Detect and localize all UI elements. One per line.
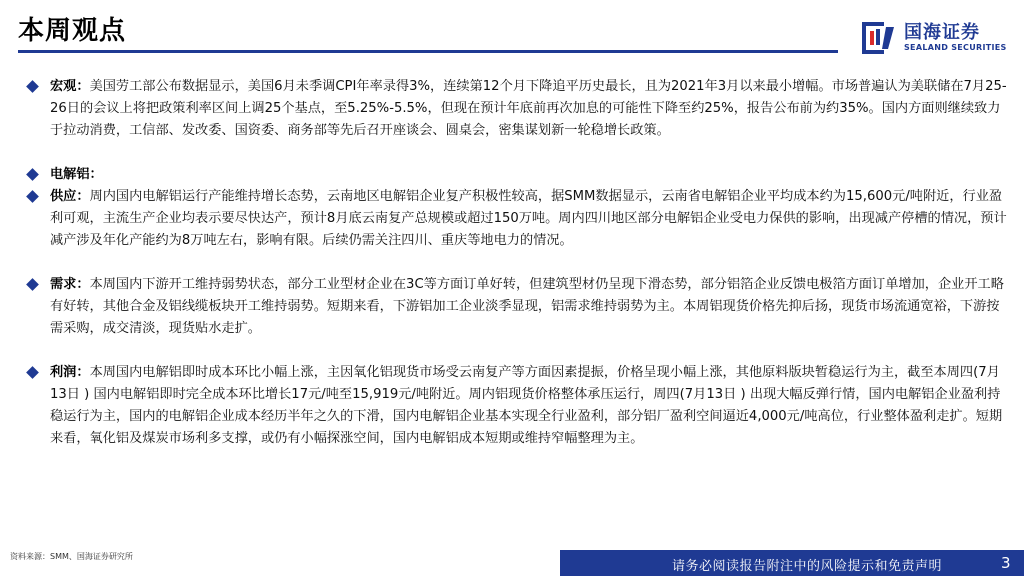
source-note: 资料来源：SMM、国海证券研究所 <box>10 552 133 561</box>
diamond-bullet-icon <box>26 80 39 93</box>
diamond-bullet-icon <box>26 366 39 379</box>
section-profit <box>28 362 1008 450</box>
sealand-logo-icon <box>860 19 898 57</box>
section-label: 电解铝： <box>50 167 103 182</box>
section-text: 本周国内电解铝即时成本环比小幅上涨，主因氧化铝现货市场受云南复产等方面因素提振，价格呈现小幅上涨，其他原料版块暂稳运行为主，截至本周四(7月13日 ) 国内电解铝即时完全成本环比增长17元/吨至15,919元/吨附近。周内铝现货价格整体承压运行，周四(7月13日 ) 出现大幅反弹行情，国内电解铝企业盈利持稳运行为主，国内的电解铝企业成本经历半年之久的下滑，国内电解铝企业基本实现全行业盈利，部分铝厂盈利空间逼近4,000元/吨高位，行业整体盈利走扩。短期来看，氧化铝及煤炭市场利多支撑，或仍有小幅探涨空间，国内电解铝成本短期或维持窄幅整理为主。 <box>50 365 1003 446</box>
section-label: 供应： <box>50 189 90 204</box>
section-text: 美国劳工部公布数据显示，美国6月未季调CPI年率录得3%，连续第12个月下降追平历史最长，且为2021年3月以来最小增幅。市场普遍认为美联储在7月25-26日的会议上将把政策利率区间上调25个基点，至5.25%-5.5%，但现在预计年底前再次加息的可能性下降至约25%，报告公布前为约35%。国内方面则继续致力于拉动消费，工信部、发改委、国资委、商务部等先后召开座谈会、圆桌会，密集谋划新一轮稳增长政策。 <box>50 79 1007 138</box>
diamond-bullet-icon <box>26 190 39 203</box>
section-aluminum <box>28 164 1008 186</box>
section-label: 宏观： <box>50 79 90 94</box>
section-text: 周内国内电解铝运行产能维持增长态势，云南地区电解铝企业复产积极性较高，据SMM数据显示，云南省电解铝企业平均成本约为15,600元/吨附近，行业盈利可观，主流生产企业均表示要尽快达产，预计8月底云南复产总规模或超过150万吨。周内四川地区部分电解铝企业受电力保供的影响，出现减产停槽的情况，预计减产涉及年化产能约为8万吨左右，影响有限。后续仍需关注四川、重庆等地电力的情况。 <box>50 189 1007 248</box>
section-text: 本周国内下游开工维持弱势状态，部分工业型材企业在3C等方面订单好转，但建筑型材仍呈现下滑态势，部分铝箔企业反馈电极箔方面订单增加，企业开工略有好转，其他合金及铝线缆板块开工维持弱势。短期来看，下游铝加工企业淡季显现，铝需求维持弱势为主。本周铝现货价格先抑后扬，现货市场流通宽裕，下游按需采购，成交清淡，现货贴水走扩。 <box>50 277 1004 336</box>
diamond-bullet-icon <box>26 168 39 181</box>
content-body <box>28 76 1008 450</box>
diamond-bullet-icon <box>26 278 39 291</box>
section-supply <box>28 186 1008 252</box>
page-number: 3 <box>1001 554 1011 572</box>
section-label: 利润： <box>50 365 90 380</box>
disclaimer-text: 请务必阅读报告附注中的风险提示和免责声明 <box>672 559 943 574</box>
logo-chinese-name: 国海证券 <box>904 22 980 43</box>
page-title: 本周观点 <box>18 16 127 46</box>
section-label: 需求： <box>50 277 90 292</box>
company-logo <box>860 18 1010 58</box>
title-divider <box>18 50 838 53</box>
section-macro <box>28 76 1008 142</box>
logo-english-name: SEALAND SECURITIES <box>904 43 1007 52</box>
section-demand <box>28 274 1008 340</box>
logo-text <box>904 23 1007 53</box>
